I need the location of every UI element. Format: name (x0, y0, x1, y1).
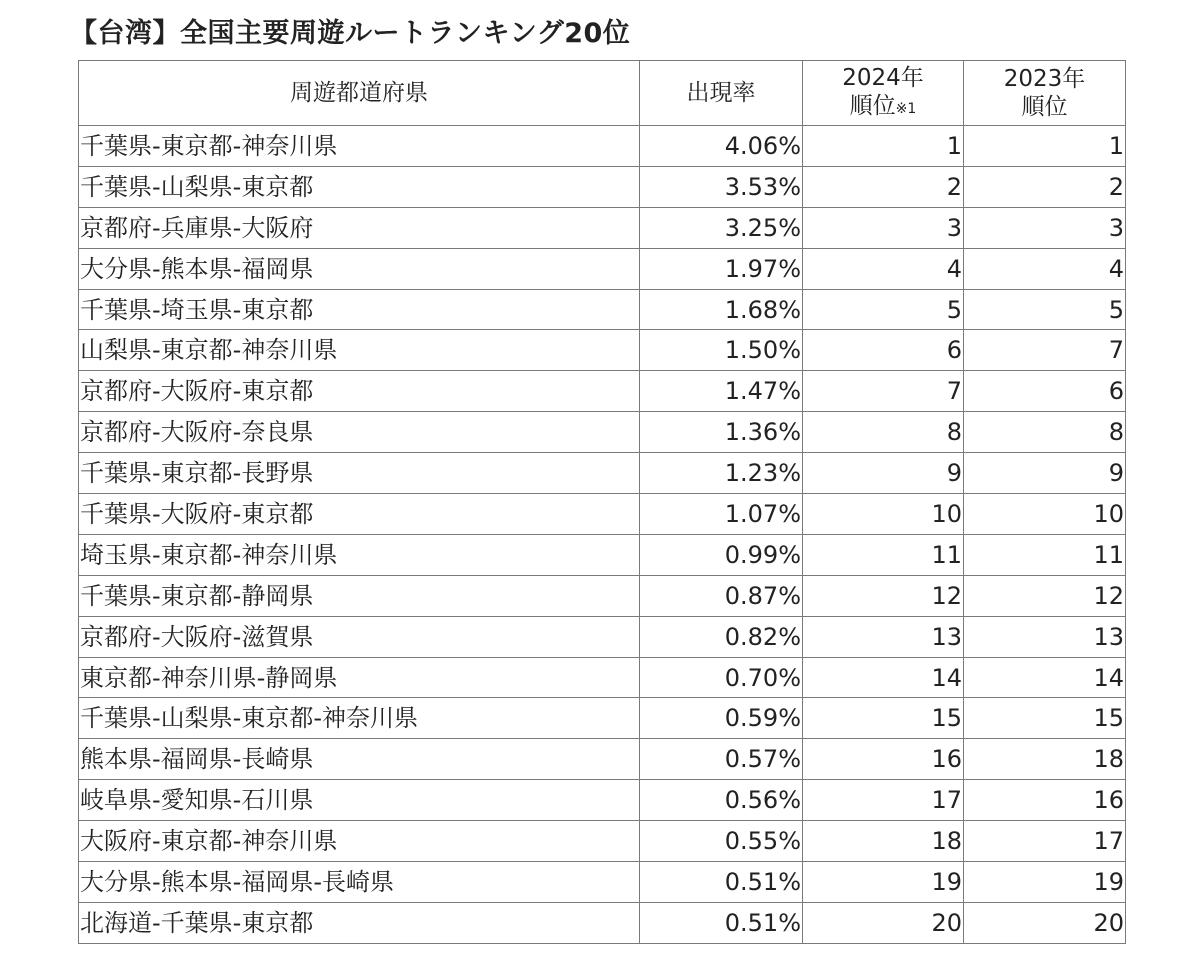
rank-2023-cell: 17 (964, 821, 1126, 862)
rank-2024-cell: 18 (803, 821, 964, 862)
header-rank-2023 (964, 61, 1126, 126)
rank-2023-cell: 16 (964, 780, 1126, 821)
rank-2023-cell: 6 (964, 371, 1126, 412)
rate-cell: 0.51% (640, 902, 803, 943)
rank-2024-cell: 19 (803, 862, 964, 903)
table-row (79, 453, 1126, 494)
rank-2024-cell: 9 (803, 453, 964, 494)
route-cell: 京都府-大阪府-滋賀県 (79, 616, 640, 657)
header-rank-2023-year: 2023年 (1003, 66, 1086, 92)
rate-cell: 3.25% (640, 207, 803, 248)
rank-2023-cell: 1 (964, 126, 1126, 167)
table-row (79, 371, 1126, 412)
table-row (79, 126, 1126, 167)
rank-2023-cell: 20 (964, 902, 1126, 943)
table-row (79, 698, 1126, 739)
rate-cell: 4.06% (640, 126, 803, 167)
header-rank-2024-note: ※1 (895, 100, 917, 117)
table-row (79, 289, 1126, 330)
route-cell: 大分県-熊本県-福岡県-長崎県 (79, 862, 640, 903)
rate-cell: 1.47% (640, 371, 803, 412)
route-cell: 東京都-神奈川県-静岡県 (79, 657, 640, 698)
route-cell: 千葉県-山梨県-東京都-神奈川県 (79, 698, 640, 739)
route-cell: 千葉県-東京都-長野県 (79, 453, 640, 494)
rank-2024-cell: 12 (803, 575, 964, 616)
rank-2024-cell: 15 (803, 698, 964, 739)
rank-2023-cell: 5 (964, 289, 1126, 330)
route-cell: 京都府-大阪府-奈良県 (79, 412, 640, 453)
rank-2024-cell: 2 (803, 166, 964, 207)
rank-2023-cell: 11 (964, 534, 1126, 575)
table-header-row (79, 61, 1126, 126)
rate-cell: 0.87% (640, 575, 803, 616)
rank-2023-cell: 18 (964, 739, 1126, 780)
route-cell: 千葉県-東京都-静岡県 (79, 575, 640, 616)
table-row (79, 412, 1126, 453)
rank-2024-cell: 1 (803, 126, 964, 167)
rank-2023-cell: 13 (964, 616, 1126, 657)
rank-2023-cell: 12 (964, 575, 1126, 616)
table-row (79, 862, 1126, 903)
route-cell: 岐阜県-愛知県-石川県 (79, 780, 640, 821)
rank-2024-cell: 7 (803, 371, 964, 412)
rate-cell: 0.51% (640, 862, 803, 903)
table-row (79, 575, 1126, 616)
rank-2023-cell: 14 (964, 657, 1126, 698)
rank-2024-cell: 6 (803, 330, 964, 371)
table-row (79, 330, 1126, 371)
page-title: 【台湾】全国主要周遊ルートランキング20位 (70, 18, 631, 49)
rate-cell: 1.23% (640, 453, 803, 494)
rank-2024-cell: 4 (803, 248, 964, 289)
header-rank-2024-label-wrap (803, 92, 963, 123)
route-cell: 京都府-大阪府-東京都 (79, 371, 640, 412)
header-rank-2024 (803, 61, 964, 126)
table-row (79, 739, 1126, 780)
rate-cell: 1.68% (640, 289, 803, 330)
rank-2024-cell: 3 (803, 207, 964, 248)
header-rate: 出現率 (640, 61, 803, 126)
rank-2024-cell: 14 (803, 657, 964, 698)
route-cell: 千葉県-大阪府-東京都 (79, 494, 640, 535)
rank-2023-cell: 19 (964, 862, 1126, 903)
rate-cell: 1.36% (640, 412, 803, 453)
route-cell: 大分県-熊本県-福岡県 (79, 248, 640, 289)
rank-2024-cell: 17 (803, 780, 964, 821)
rank-2024-cell: 16 (803, 739, 964, 780)
route-cell: 千葉県-埼玉県-東京都 (79, 289, 640, 330)
route-cell: 千葉県-東京都-神奈川県 (79, 126, 640, 167)
table-row (79, 821, 1126, 862)
table-row (79, 494, 1126, 535)
table-row (79, 207, 1126, 248)
table-body (79, 126, 1126, 944)
table-row (79, 248, 1126, 289)
rank-2023-cell: 4 (964, 248, 1126, 289)
route-cell: 山梨県-東京都-神奈川県 (79, 330, 640, 371)
route-cell: 埼玉県-東京都-神奈川県 (79, 534, 640, 575)
rank-2024-cell: 11 (803, 534, 964, 575)
route-cell: 熊本県-福岡県-長崎県 (79, 739, 640, 780)
rank-2024-cell: 10 (803, 494, 964, 535)
rate-cell: 0.56% (640, 780, 803, 821)
rate-cell: 0.59% (640, 698, 803, 739)
table-row (79, 657, 1126, 698)
rank-2024-cell: 5 (803, 289, 964, 330)
rate-cell: 0.70% (640, 657, 803, 698)
rank-2024-cell: 13 (803, 616, 964, 657)
rate-cell: 1.97% (640, 248, 803, 289)
route-cell: 北海道-千葉県-東京都 (79, 902, 640, 943)
rank-2023-cell: 7 (964, 330, 1126, 371)
table-row (79, 534, 1126, 575)
rate-cell: 1.07% (640, 494, 803, 535)
table-row (79, 616, 1126, 657)
rate-cell: 0.55% (640, 821, 803, 862)
table-row (79, 780, 1126, 821)
header-rank-2024-label: 順位 (849, 92, 896, 119)
ranking-table (78, 60, 1126, 944)
header-route: 周遊都道府県 (79, 61, 640, 126)
rate-cell: 0.82% (640, 616, 803, 657)
route-cell: 京都府-兵庫県-大阪府 (79, 207, 640, 248)
rate-cell: 3.53% (640, 166, 803, 207)
table-row (79, 902, 1126, 943)
route-cell: 大阪府-東京都-神奈川県 (79, 821, 640, 862)
route-cell: 千葉県-山梨県-東京都 (79, 166, 640, 207)
rank-2023-cell: 2 (964, 166, 1126, 207)
rank-2024-cell: 20 (803, 902, 964, 943)
rank-2023-cell: 15 (964, 698, 1126, 739)
rank-2023-cell: 9 (964, 453, 1126, 494)
rate-cell: 1.50% (640, 330, 803, 371)
rank-2023-cell: 3 (964, 207, 1126, 248)
header-rank-2023-label: 順位 (1021, 94, 1068, 120)
rate-cell: 0.99% (640, 534, 803, 575)
table-row (79, 166, 1126, 207)
rate-cell: 0.57% (640, 739, 803, 780)
header-rank-2024-year: 2024年 (842, 64, 924, 91)
rank-2023-cell: 8 (964, 412, 1126, 453)
rank-2023-cell: 10 (964, 494, 1126, 535)
rank-2024-cell: 8 (803, 412, 964, 453)
